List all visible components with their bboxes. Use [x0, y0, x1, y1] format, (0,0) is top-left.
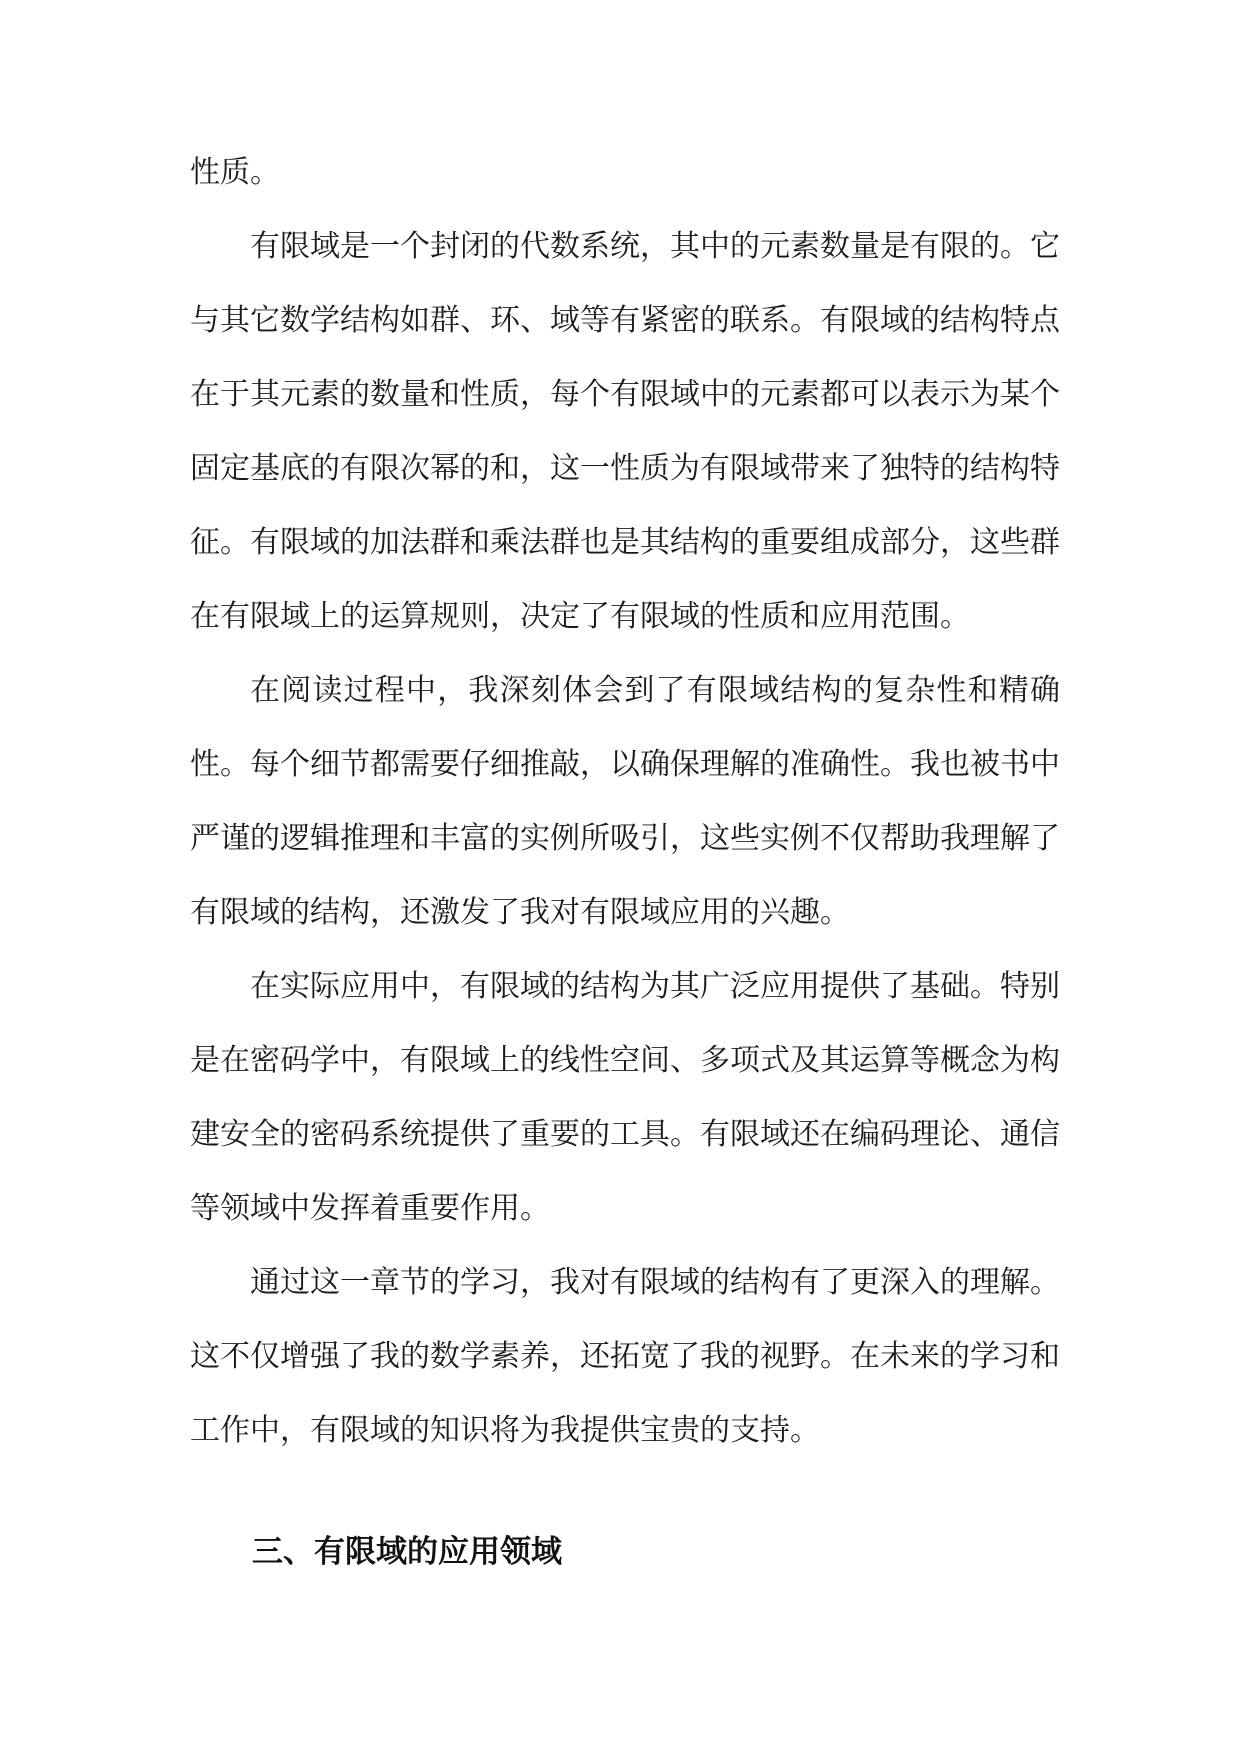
section-heading: 三、有限域的应用领域 — [252, 1534, 562, 1570]
body-text — [190, 136, 1060, 1468]
paragraph-continuation: 性质。 — [190, 155, 280, 190]
paragraph: 有限域是一个封闭的代数系统，其中的元素数量是有限的。它与其它数学结构如群、环、域等有紧密的联系。有限域的结构特点在于其元素的数量和性质，每个有限域中的元素都可以表示为某个固定基底的有限次幂的和，这一性质为有限域带来了独特的结构特征。有限域的加法群和乘法群也是其结构的重要组成部分，这些群在有限域上的运算规则，决定了有限域的性质和应用范围。 — [190, 229, 1060, 634]
paragraph: 在阅读过程中，我深刻体会到了有限域结构的复杂性和精确性。每个细节都需要仔细推敲，以确保理解的准确性。我也被书中严谨的逻辑推理和丰富的实例所吸引，这些实例不仅帮助我理解了有限域的结构，还激发了我对有限域应用的兴趣。 — [190, 673, 1060, 930]
paragraph: 在实际应用中，有限域的结构为其广泛应用提供了基础。特别是在密码学中，有限域上的线性空间、多项式及其运算等概念为构建安全的密码系统提供了重要的工具。有限域还在编码理论、通信等领域中发挥着重要作用。 — [190, 969, 1060, 1226]
paragraph: 通过这一章节的学习，我对有限域的结构有了更深入的理解。这不仅增强了我的数学素养，还拓宽了我的视野。在未来的学习和工作中，有限域的知识将为我提供宝贵的支持。 — [190, 1265, 1060, 1448]
